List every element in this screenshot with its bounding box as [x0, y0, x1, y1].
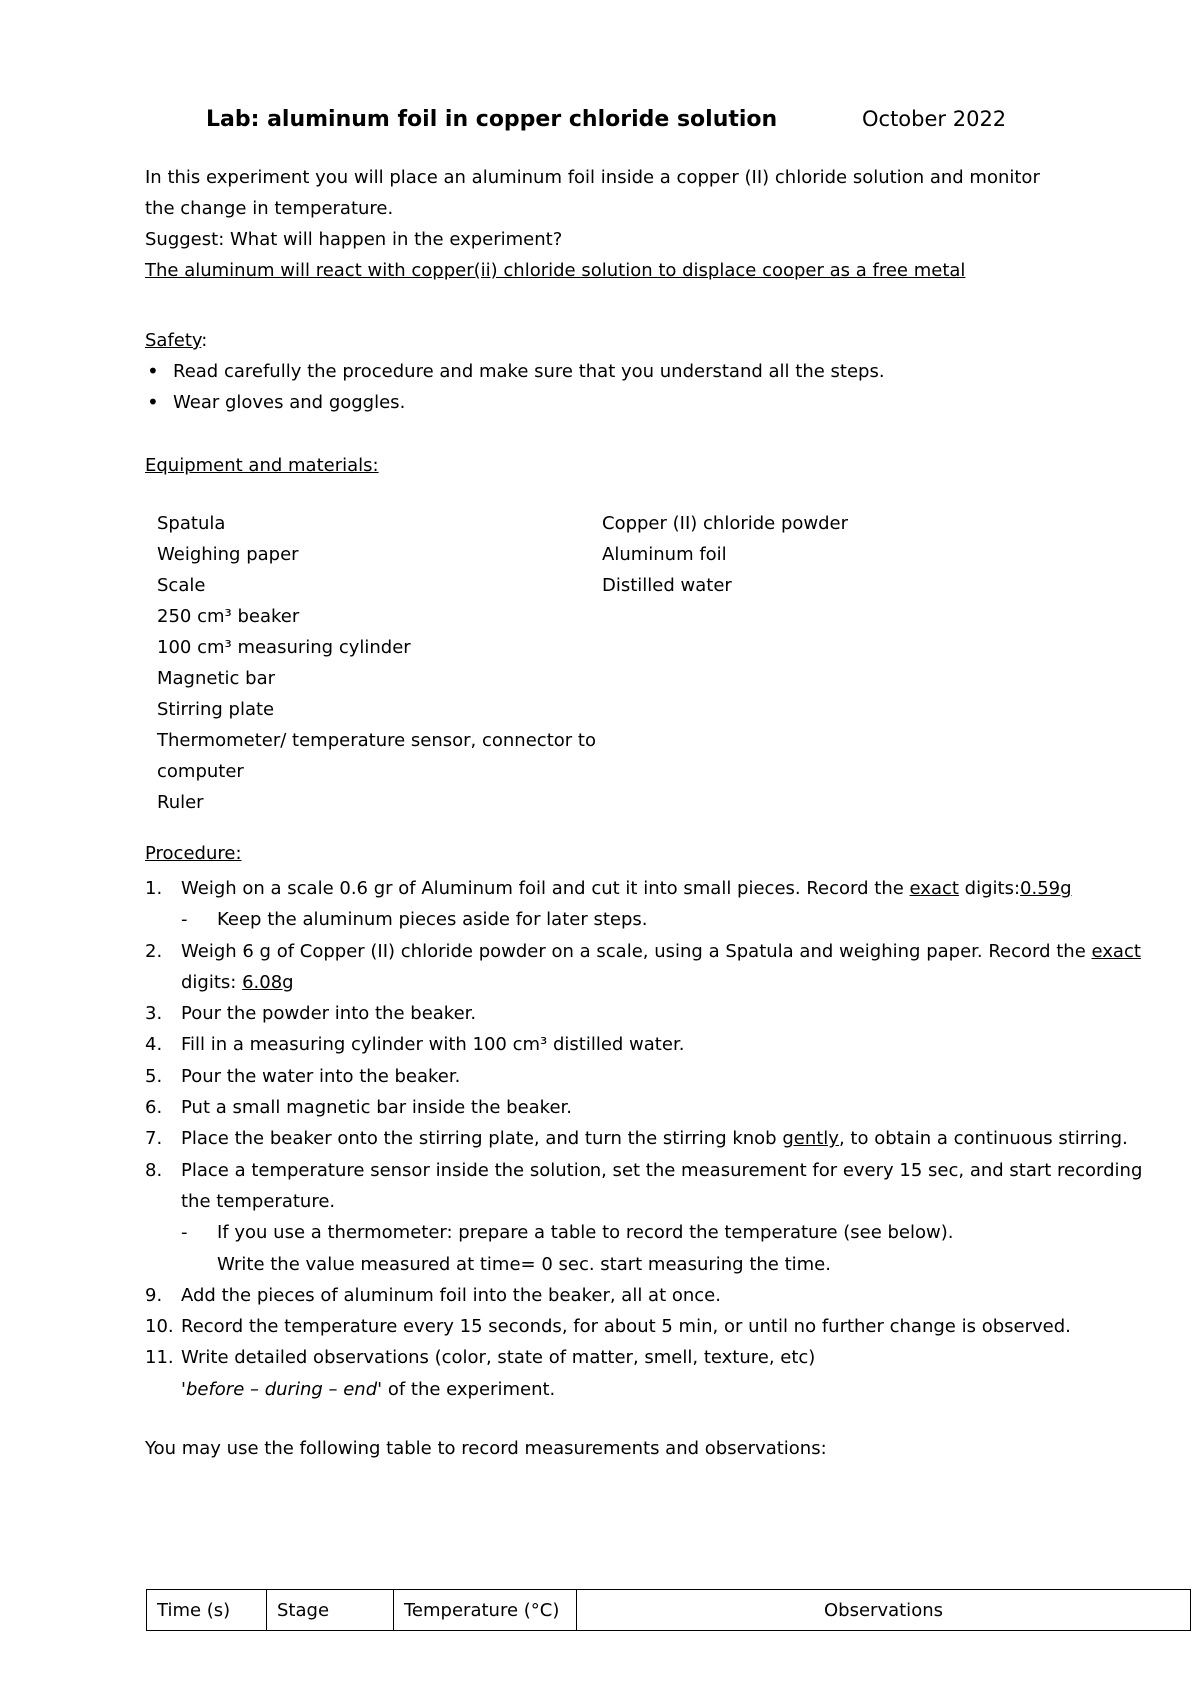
- materials-list-right: [602, 508, 1042, 601]
- material-item: Distilled water: [602, 575, 732, 596]
- suggest-question: Suggest: What will happen in the experiment?: [145, 229, 563, 250]
- step-emphasis: exact: [909, 878, 959, 899]
- step-text: Write detailed observations (color, state of matter, smell, texture, etc): [181, 1347, 816, 1369]
- equipment-heading: Equipment and materials:: [145, 455, 379, 476]
- step-number: 3.: [145, 1003, 163, 1025]
- step-number: 8.: [145, 1159, 163, 1181]
- safety-heading: [145, 325, 1065, 356]
- procedure-step-9: [145, 1280, 1145, 1311]
- step-text: Put a small magnetic bar inside the beaker.: [181, 1097, 572, 1119]
- step-text: digits:: [181, 971, 243, 993]
- safety-heading-colon: :: [201, 330, 208, 351]
- step-text: Add the pieces of aluminum foil into the beaker, all at once.: [181, 1284, 721, 1306]
- safety-heading-text: Safety: [145, 330, 202, 351]
- procedure-section: [145, 873, 1145, 1405]
- step-text: Fill in a measuring cylinder with 100 cm³ distilled water.: [181, 1034, 685, 1056]
- substep-text: If you use a thermometer: prepare a table to record the temperature (see below).: [217, 1222, 954, 1244]
- step-emphasis: gently: [782, 1128, 839, 1150]
- procedure-substep: [181, 904, 1145, 935]
- step-number: 11.: [145, 1347, 174, 1369]
- equipment-item: 250 cm³ beaker: [157, 606, 300, 627]
- step-number: 2.: [145, 940, 163, 962]
- table-header-cell: Observations: [577, 1590, 1191, 1631]
- step-number: 5.: [145, 1065, 163, 1087]
- procedure-step-5: [145, 1061, 1145, 1092]
- procedure-step-1: [145, 873, 1145, 936]
- table-intro-text: You may use the following table to record measurements and observations:: [145, 1438, 827, 1459]
- recorded-value-aluminum: 0.59g: [1020, 878, 1072, 899]
- safety-list: [145, 356, 1065, 418]
- procedure-step-10: [145, 1311, 1145, 1342]
- step-number: 1.: [145, 878, 163, 899]
- step-text: of the experiment.: [382, 1378, 556, 1400]
- document-title: Lab: aluminum foil in copper chloride solution: [206, 107, 778, 132]
- step-text: , to obtain a continuous stirring.: [838, 1128, 1128, 1150]
- substep-dash: -: [181, 1222, 188, 1244]
- procedure-step-3: [145, 998, 1145, 1029]
- equipment-item: Thermometer/ temperature sensor, connector to computer: [157, 730, 596, 782]
- step-continuation: [181, 1374, 1145, 1405]
- material-item: Aluminum foil: [602, 544, 727, 565]
- step-text: Record the temperature every 15 seconds, for about 5 min, or until no further change is observed.: [181, 1316, 1071, 1338]
- material-item: Copper (II) chloride powder: [602, 513, 849, 534]
- recording-table: [146, 1589, 1191, 1631]
- document-date: October 2022: [862, 107, 1007, 131]
- equipment-item: Weighing paper: [157, 544, 299, 565]
- table-header-row: [147, 1590, 1191, 1631]
- equipment-list-left: [157, 508, 597, 818]
- procedure-substep: [181, 1217, 1145, 1280]
- intro-line-1: In this experiment you will place an aluminum foil inside a copper (II) chloride solution and monitor: [145, 167, 1040, 188]
- safety-section: [145, 325, 1065, 418]
- intro-section: [145, 162, 1065, 286]
- step-number: 9.: [145, 1284, 163, 1306]
- step-number: 6.: [145, 1097, 163, 1119]
- step-text: digits:: [958, 878, 1021, 899]
- recorded-value-copper-chloride: 6.08g: [242, 971, 294, 993]
- suggest-answer: The aluminum will react with copper(ii) chloride solution to displace cooper as a free metal: [145, 260, 966, 281]
- table-header-cell: Time (s): [147, 1590, 267, 1631]
- substep-dash: -: [181, 909, 188, 931]
- equipment-item: Spatula: [157, 513, 226, 534]
- equipment-item: Stirring plate: [157, 699, 275, 720]
- procedure-heading: Procedure:: [145, 843, 242, 864]
- procedure-step-4: [145, 1029, 1145, 1060]
- procedure-step-2: [145, 936, 1145, 999]
- step-emphasis: exact: [1091, 940, 1141, 962]
- step-text: Place a temperature sensor inside the solution, set the measurement for every 15 sec, and start recording the temperature.: [181, 1159, 1143, 1212]
- substep-text: Keep the aluminum pieces aside for later steps.: [217, 909, 648, 931]
- safety-item: • Wear gloves and goggles.: [145, 387, 1065, 418]
- intro-line-2: the change in temperature.: [145, 198, 394, 219]
- equipment-item: Ruler: [157, 792, 204, 813]
- step-text: Weigh 6 g of Copper (II) chloride powder on a scale, using a Spatula and weighing paper. Record the: [181, 940, 1092, 962]
- step-number: 4.: [145, 1034, 163, 1056]
- substep-text: Write the value measured at time= 0 sec. start measuring the time.: [217, 1253, 831, 1275]
- step-text: Weigh on a scale 0.6 gr of Aluminum foil and cut it into small pieces. Record the: [181, 878, 910, 899]
- equipment-item: Magnetic bar: [157, 668, 276, 689]
- step-text: Pour the water into the beaker.: [181, 1065, 461, 1087]
- procedure-step-11: [145, 1342, 1145, 1405]
- safety-item: • Read carefully the procedure and make sure that you understand all the steps.: [145, 356, 1065, 387]
- step-number: 7.: [145, 1128, 163, 1150]
- equipment-item: 100 cm³ measuring cylinder: [157, 637, 411, 658]
- step-number: 10.: [145, 1316, 174, 1338]
- document-header: [0, 107, 1200, 137]
- procedure-step-8: [145, 1155, 1145, 1280]
- procedure-step-6: [145, 1092, 1145, 1123]
- procedure-list: [145, 873, 1145, 1405]
- procedure-step-7: [145, 1123, 1145, 1154]
- equipment-item: Scale: [157, 575, 206, 596]
- table-header-cell: Temperature (°C): [394, 1590, 577, 1631]
- step-emphasis-italic: 'before – during – end': [181, 1378, 383, 1400]
- table-header-cell: Stage: [267, 1590, 394, 1631]
- step-text: Pour the powder into the beaker.: [181, 1003, 477, 1025]
- step-text: Place the beaker onto the stirring plate, and turn the stirring knob: [181, 1128, 783, 1150]
